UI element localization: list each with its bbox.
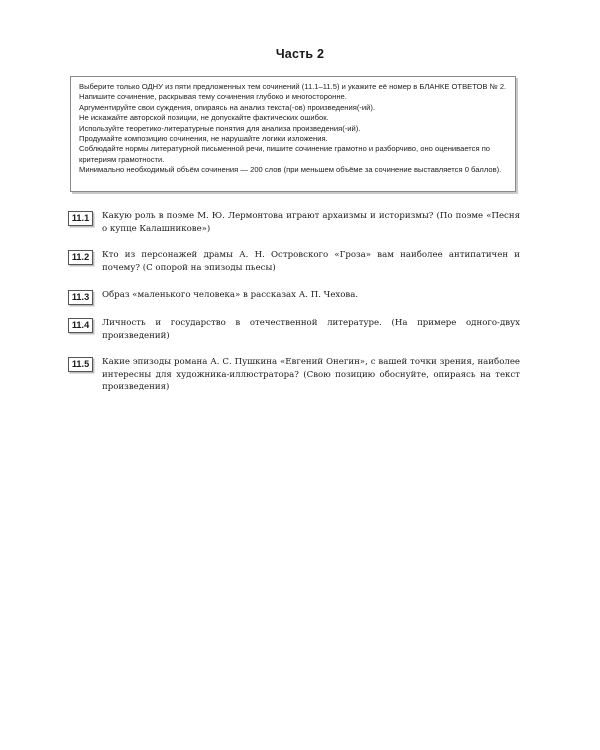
- part-title: Часть 2: [275, 47, 325, 61]
- essay-topic: [68, 356, 520, 394]
- essay-topic: [68, 317, 520, 342]
- instruction-line: Выберите только ОДНУ из пяти предложенных тем сочинений (11.1–11.5) и укажите её номер в БЛАНКЕ ОТВЕТОВ № 2.: [79, 82, 507, 91]
- essay-topic: [68, 289, 520, 305]
- instruction-line: Не искажайте авторской позиции, не допускайте фактических ошибок.: [79, 113, 329, 123]
- topic-number-box: 11.5: [68, 357, 93, 372]
- topic-text: Какие эпизоды романа А. С. Пушкина «Евгений Онегин», с вашей точки зрения, наиболее интересны для художника-иллюстратора? (Свою позицию обоснуйте, опираясь на текст произведения): [102, 357, 520, 392]
- instruction-line: Продумайте композицию сочинения, не нарушайте логики изложения.: [79, 134, 328, 144]
- topic-text: Кто из персонажей драмы А. Н. Островского «Гроза» вам наиболее антипатичен и почему? (С опорой на эпизоды пьесы): [102, 250, 520, 273]
- instruction-line: Минимально необходимый объём сочинения — 200 слов (при меньшем объёме за сочинение выставляется 0 баллов).: [79, 165, 502, 175]
- instruction-line: Напишите сочинение, раскрывая тему сочинения глубоко и многосторонне.: [79, 92, 347, 102]
- topic-number-box: 11.1: [68, 211, 93, 226]
- topic-number-box: 11.4: [68, 318, 93, 333]
- instruction-line: Аргументируйте свои суждения, опираясь на анализ текста(-ов) произведения(-ий).: [79, 102, 376, 112]
- topic-text: Личность и государство в отечественной литературе. (На примере одного-двух произведений): [102, 318, 520, 341]
- instruction-line: Соблюдайте нормы литературной письменной речи, пишите сочинение грамотно и разборчиво, оно оценивается по критериям грамотности.: [79, 144, 491, 164]
- topic-number-box: 11.3: [68, 290, 93, 305]
- topic-number-box: 11.2: [68, 250, 93, 265]
- essay-topic: [68, 249, 520, 274]
- instructions-box: [70, 76, 516, 192]
- topic-text: Образ «маленького человека» в рассказах А. П. Чехова.: [102, 290, 359, 300]
- topic-text: Какую роль в поэме М. Ю. Лермонтова играют архаизмы и историзмы? (По поэме «Песня о купце Калашникове»): [102, 211, 520, 234]
- essay-topic: [68, 210, 520, 235]
- instruction-line: Используйте теоретико-литературные понятия для анализа произведения(-ий).: [79, 123, 361, 133]
